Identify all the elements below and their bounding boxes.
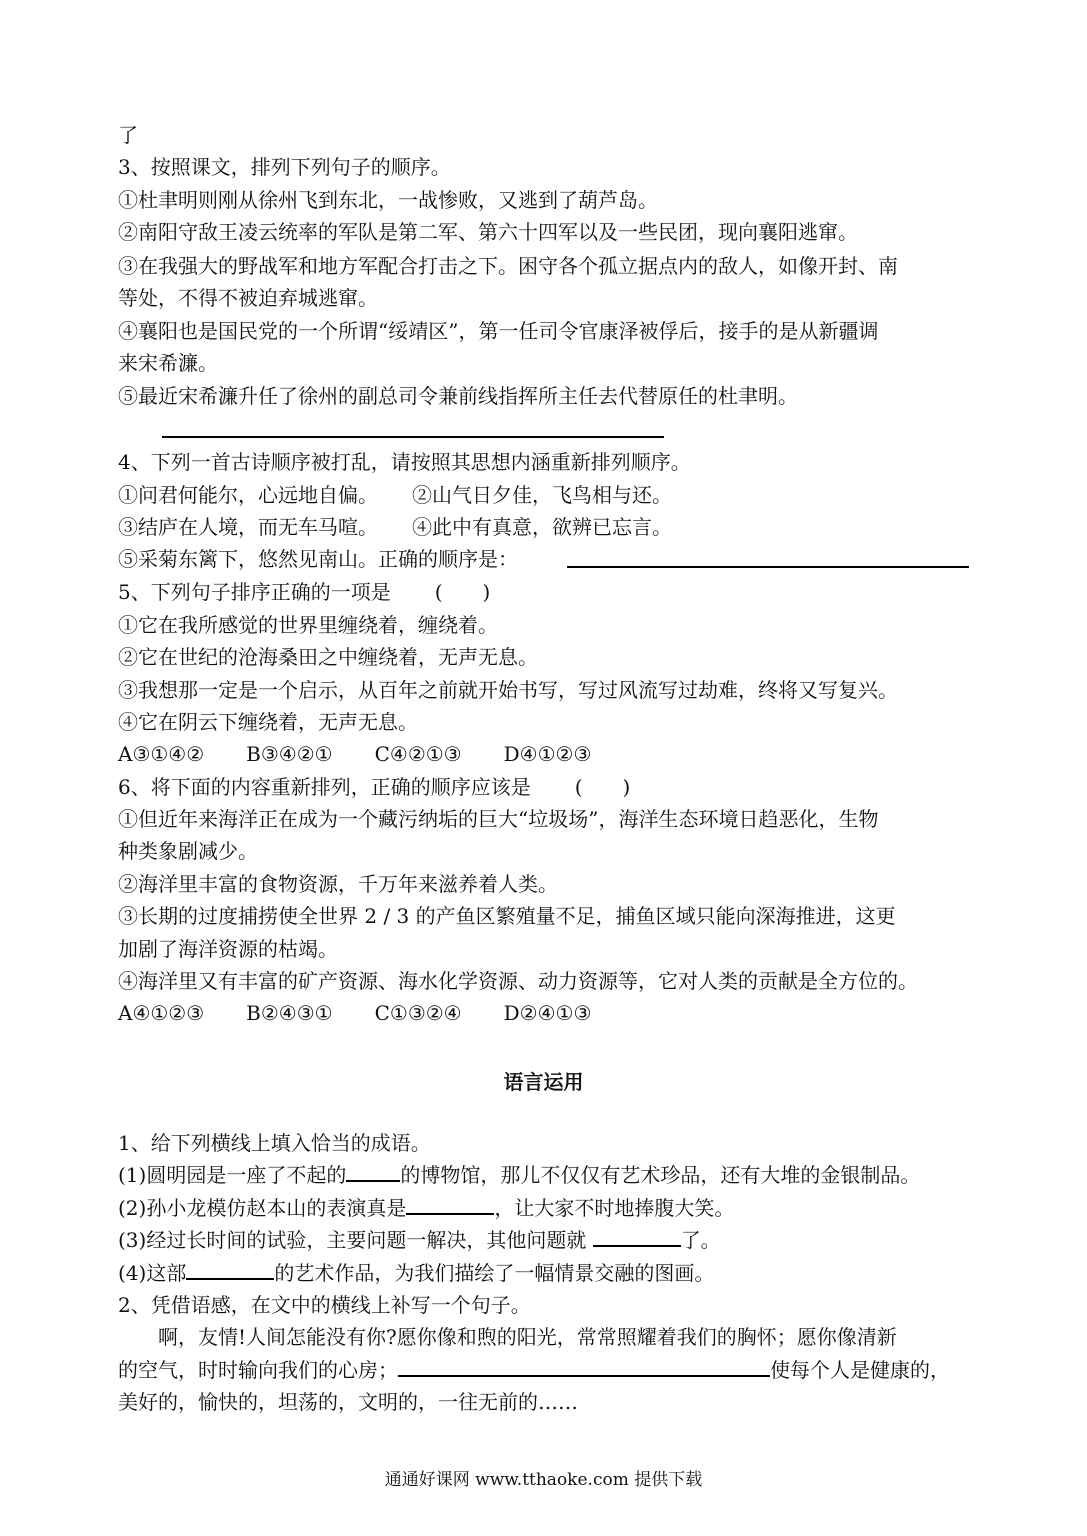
text-segment: 使每个人是健康的，	[770, 1358, 950, 1382]
text-line: 加剧了海洋资源的枯竭。	[118, 937, 338, 961]
text-segment: ，让大家不时地捧腹大笑。	[494, 1196, 735, 1220]
text-line: ③在我强大的野战军和地方军配合打击之下。困守各个孤立据点内的敌人，如像开封、南	[118, 254, 898, 278]
fill-blank	[398, 1357, 770, 1377]
choice-option: A④①②③	[118, 1001, 205, 1025]
text-segment: (1)圆明园是一座了不起的	[118, 1163, 347, 1187]
fill-blank-line	[118, 1260, 714, 1286]
text-line: ④襄阳也是国民党的一个所谓“绥靖区”，第一任司令官康泽被俘后，接手的是从新疆调	[118, 319, 879, 343]
page-footer: 通通好课网 www.tthaoke.com 提供下载	[384, 1470, 703, 1490]
choice-option: D②④①③	[503, 1001, 592, 1025]
text-line: ⑤最近宋希濂升任了徐州的副总司令兼前线指挥所主任去代替原任的杜聿明。	[118, 384, 798, 408]
text-line: 来宋希濂。	[118, 351, 218, 375]
text-segment: (4)这部	[118, 1261, 187, 1285]
fill-blank-line	[118, 1195, 734, 1221]
question-6-heading	[118, 774, 630, 800]
text-line: ①它在我所感觉的世界里缠绕着，缠绕着。	[118, 613, 498, 637]
text-line: ①杜聿明则刚从徐州飞到东北，一战惨败，又逃到了葫芦岛。	[118, 188, 658, 212]
answer-blank-line	[567, 566, 969, 568]
choice-row	[118, 1000, 633, 1026]
text-line: ③我想那一定是一个启示，从百年之前就开始书写，写过风流写过劫难，终将又写复兴。	[118, 678, 898, 702]
fill-blank-line	[118, 1162, 920, 1188]
question-text: 5、下列句子排序正确的一项是	[118, 580, 391, 604]
text-segment: 的空气，时时输向我们的心房；	[118, 1358, 398, 1382]
text-line: 种类象剧减少。	[118, 839, 258, 863]
choice-option: A③①④②	[118, 742, 205, 766]
choice-row	[118, 741, 633, 767]
poem-line: ⑤采菊东篱下，悠然见南山。正确的顺序是：	[118, 547, 518, 571]
section-title: 语言运用	[503, 1070, 584, 1094]
answer-blank-line	[162, 436, 664, 438]
text-line: ④它在阴云下缠绕着，无声无息。	[118, 710, 418, 734]
text-segment: (2)孙小龙模仿赵本山的表演真是	[118, 1196, 407, 1220]
choice-option: B③④②①	[246, 742, 333, 766]
fill-blank	[406, 1195, 494, 1215]
text-line: 美好的，愉快的，坦荡的，文明的，一往无前的……	[118, 1390, 578, 1414]
text-segment: (3)经过长时间的试验，主要问题一解决，其他问题就	[118, 1228, 593, 1252]
question-1-heading: 1、给下列横线上填入恰当的成语。	[118, 1131, 431, 1155]
text-line: 等处，不得不被迫弃城逃窜。	[118, 286, 378, 310]
poem-item: ③结庐在人境，而无车马喧。	[118, 515, 378, 539]
question-5-heading	[118, 579, 490, 605]
fill-blank	[186, 1260, 274, 1280]
poem-item: ①问君何能尔，心远地自偏。	[118, 483, 378, 507]
text-line: ②它在世纪的沧海桑田之中缠绕着，无声无息。	[118, 645, 538, 669]
text-segment: 了。	[680, 1228, 721, 1252]
question-2-heading: 2、凭借语感，在文中的横线上补写一个句子。	[118, 1293, 531, 1317]
fill-blank-line	[118, 1227, 721, 1253]
poem-line	[118, 514, 672, 540]
text-line: ②南阳守敌王凌云统率的军队是第二军、第六十四军以及一些民团，现向襄阳逃窜。	[118, 220, 858, 244]
text-segment: 的博物馆，那儿不仅仅有艺术珍品，还有大堆的金银制品。	[400, 1163, 921, 1187]
choice-option: D④①②③	[503, 742, 592, 766]
poem-item: ②山气日夕佳，飞鸟相与还。	[412, 483, 672, 507]
fill-blank	[593, 1227, 681, 1247]
answer-paren: ( )	[434, 580, 491, 604]
choice-option: B②④③①	[246, 1001, 333, 1025]
choice-option: C④②①③	[374, 742, 462, 766]
question-3-heading: 3、按照课文，排列下列句子的顺序。	[118, 155, 451, 179]
poem-line	[118, 482, 672, 508]
text-line: ③长期的过度捕捞使全世界 2 / 3 的产鱼区繁殖量不足，捕鱼区域只能向深海推进，这更	[118, 904, 896, 928]
text-line: 啊，友情!人间怎能没有你?愿你像和煦的阳光，常常照耀着我们的胸怀；愿你像清新	[118, 1325, 897, 1349]
text-line: ①但近年来海洋正在成为一个藏污纳垢的巨大“垃圾场”，海洋生态环境日趋恶化，生物	[118, 807, 879, 831]
poem-item: ④此中有真意，欲辨已忘言。	[412, 515, 672, 539]
question-4-heading: 4、下列一首古诗顺序被打乱，请按照其思想内涵重新排列顺序。	[118, 450, 691, 474]
question-text: 6、将下面的内容重新排列，正确的顺序应该是	[118, 775, 531, 799]
fill-blank	[346, 1162, 400, 1182]
text-line: 了	[118, 123, 138, 147]
text-line: ②海洋里丰富的食物资源，千万年来滋养着人类。	[118, 872, 558, 896]
text-line: ④海洋里又有丰富的矿产资源、海水化学资源、动力资源等，它对人类的贡献是全方位的。	[118, 969, 918, 993]
choice-option: C①③②④	[374, 1001, 462, 1025]
text-segment: 的艺术作品，为我们描绘了一幅情景交融的图画。	[274, 1261, 715, 1285]
fill-blank-line	[118, 1357, 950, 1383]
answer-paren: ( )	[574, 775, 631, 799]
